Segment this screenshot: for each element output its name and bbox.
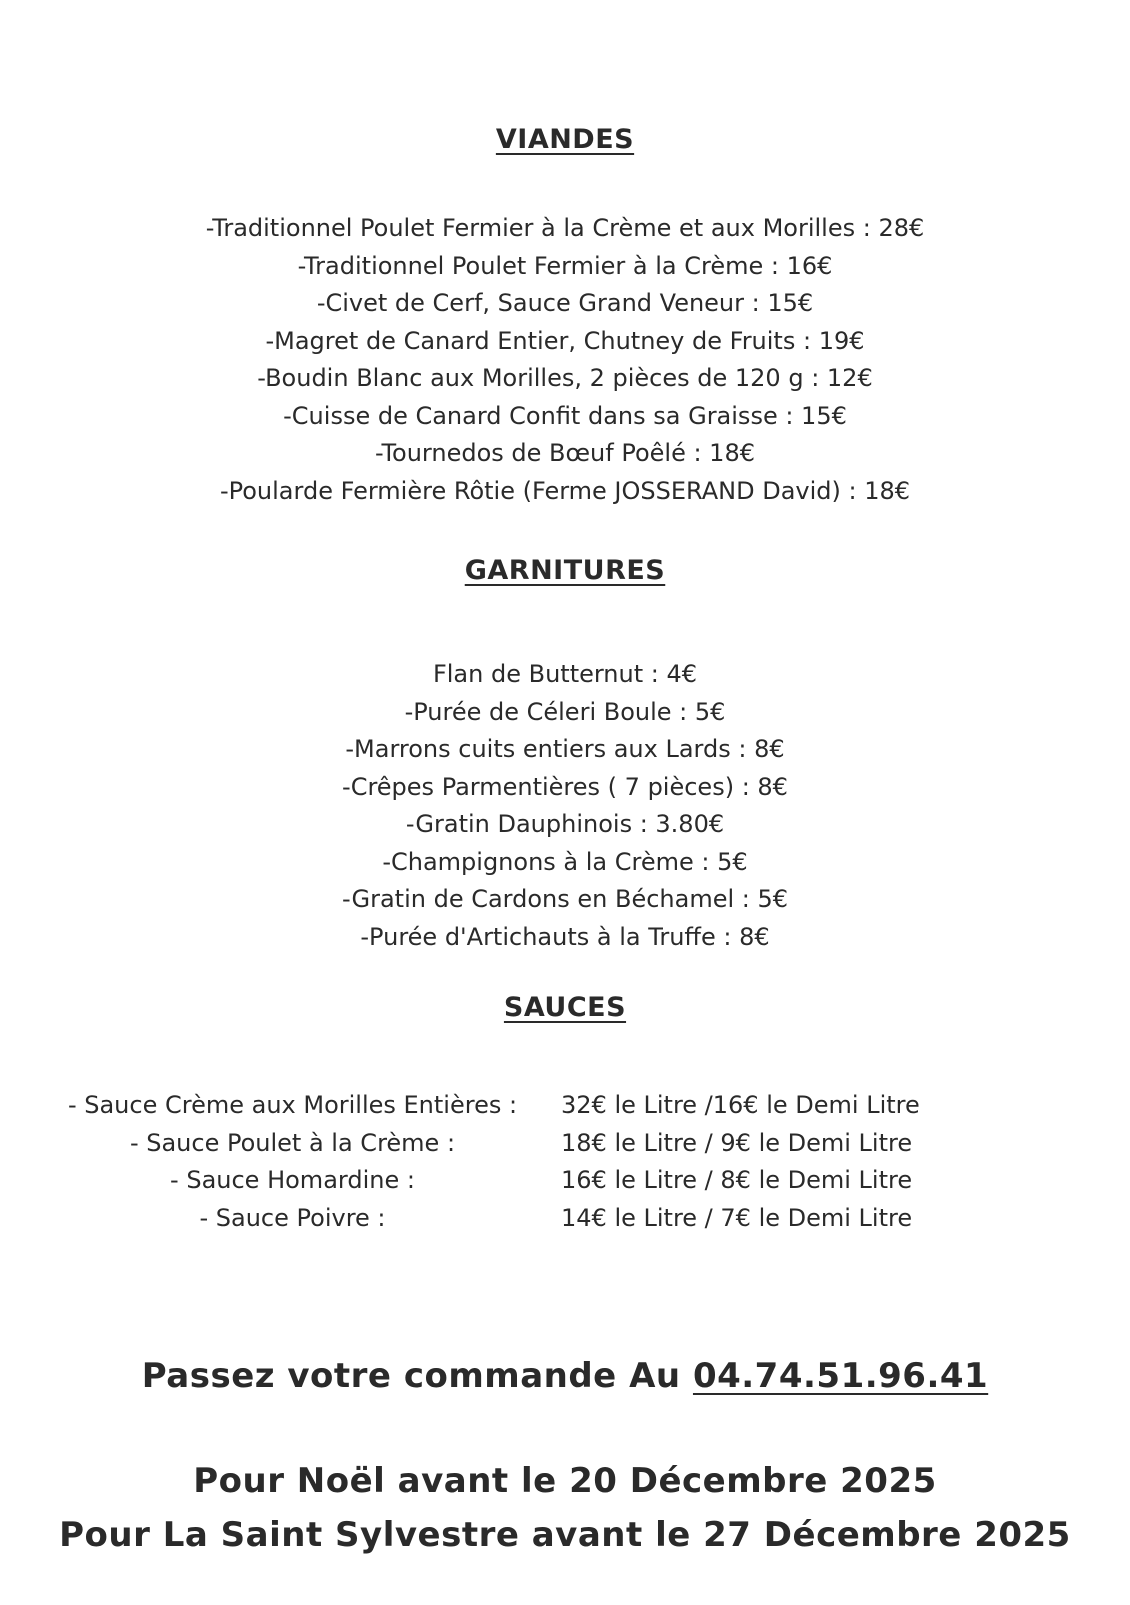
viandes-list (0, 210, 1130, 510)
noel-deadline: Pour Noël avant le 20 Décembre 2025 (193, 1461, 937, 1501)
sauce-name: - Sauce Poivre : (199, 1203, 386, 1232)
list-item: -Purée de Céleri Boule : 5€ (404, 697, 726, 726)
list-item: -Champignons à la Crème : 5€ (382, 847, 748, 876)
sauce-names-list (40, 1087, 545, 1237)
garnitures-heading: GARNITURES (464, 555, 666, 586)
sauce-name: - Sauce Poulet à la Crème : (129, 1128, 456, 1157)
sauces-heading: SAUCES (503, 992, 627, 1023)
order-text: Passez votre commande Au (141, 1356, 681, 1396)
list-item: -Magret de Canard Entier, Chutney de Fruits : 19€ (265, 326, 865, 355)
list-item: -Traditionnel Poulet Fermier à la Crème : 16€ (297, 251, 833, 280)
list-item: -Crêpes Parmentières ( 7 pièces) : 8€ (342, 772, 788, 801)
list-item: -Poularde Fermière Rôtie (Ferme JOSSERAND David) : 18€ (219, 476, 911, 505)
list-item: -Civet de Cerf, Sauce Grand Veneur : 15€ (316, 289, 814, 317)
sylvestre-deadline: Pour La Saint Sylvestre avant le 27 Décembre 2025 (59, 1515, 1071, 1555)
list-item: -Tournedos de Bœuf Poêlé : 18€ (375, 439, 755, 467)
list-item: -Gratin de Cardons en Béchamel : 5€ (341, 885, 789, 913)
sauce-price: 32€ le Litre /16€ le Demi Litre (561, 1091, 920, 1119)
list-item: -Traditionnel Poulet Fermier à la Crème et aux Morilles : 28€ (205, 214, 925, 242)
viandes-heading: VIANDES (495, 124, 635, 155)
sauce-name: - Sauce Homardine : (170, 1166, 415, 1194)
list-item: Flan de Butternut : 4€ (432, 660, 698, 688)
sauce-price: 14€ le Litre / 7€ le Demi Litre (561, 1203, 913, 1232)
phone-number[interactable]: 04.74.51.96.41 (692, 1356, 989, 1396)
sauce-price: 16€ le Litre / 8€ le Demi Litre (561, 1166, 913, 1194)
sauce-name: - Sauce Crème aux Morilles Entières : (67, 1091, 518, 1119)
sauce-prices-list (561, 1087, 1081, 1237)
list-item: -Boudin Blanc aux Morilles, 2 pièces de 120 g : 12€ (257, 364, 873, 392)
order-line (0, 1356, 1130, 1396)
garnitures-list (0, 656, 1130, 956)
list-item: -Cuisse de Canard Confit dans sa Graisse : 15€ (283, 401, 847, 430)
list-item: -Marrons cuits entiers aux Lards : 8€ (345, 735, 785, 763)
list-item: -Gratin Dauphinois : 3.80€ (405, 810, 725, 838)
sauce-price: 18€ le Litre / 9€ le Demi Litre (561, 1128, 913, 1157)
list-item: -Purée d'Artichauts à la Truffe : 8€ (360, 922, 770, 951)
